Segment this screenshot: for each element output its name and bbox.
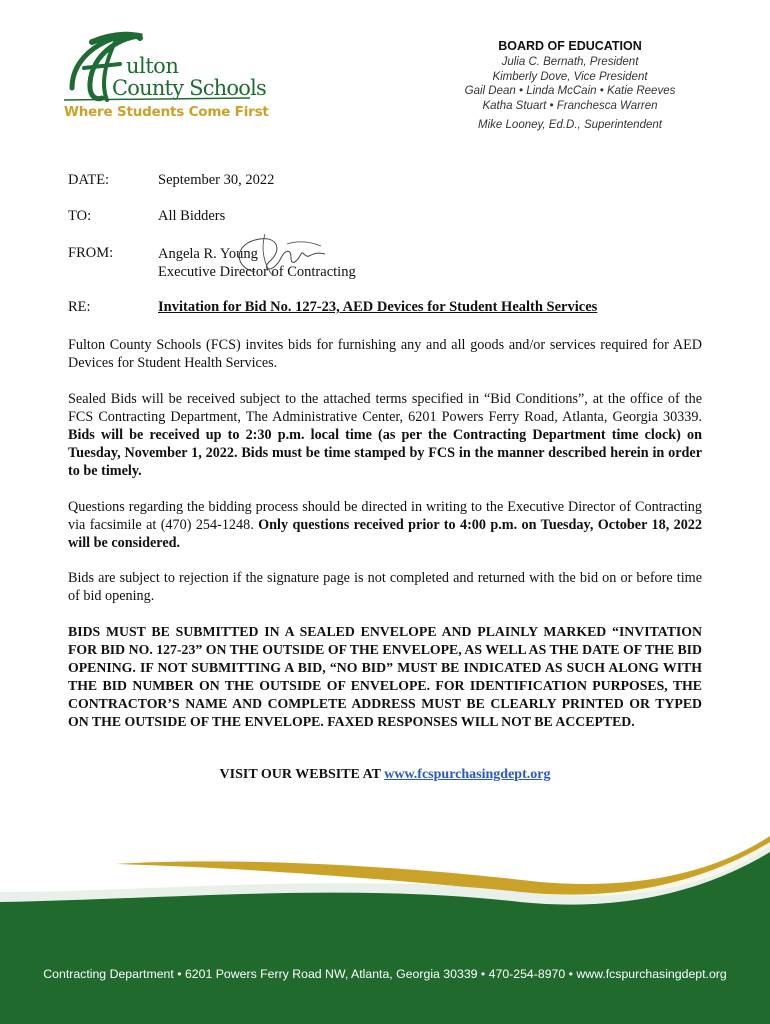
logo-tagline: Where Students Come First [64, 104, 269, 120]
board-member-line: Katha Stuart • Franchesca Warren [482, 99, 658, 112]
sealed-bids-text: Sealed Bids will be received subject to the attached terms specified in “Bid Conditions”, at the office of the FCS Contracting Department, The Administrative Center, 6201 Powers Ferry Road, Atlanta, Georgia 30339. [68, 391, 702, 425]
to-label: TO: [68, 208, 92, 224]
from-name: Angela R. Young [158, 246, 258, 262]
footer-wave-icon [0, 832, 770, 1024]
paragraph-rejection: Bids are subject to rejection if the signature page is not completed and returned with the bid on or before time of bid opening. [68, 570, 702, 604]
questions-text: Questions regarding the bidding process should be directed in writing to the Executive Director of Contracting via facsimile at (470) 254-1248. [68, 499, 702, 533]
logo-text-line1: ulton [126, 54, 179, 78]
paragraph-submission-instructions: BIDS MUST BE SUBMITTED IN A SEALED ENVELOPE AND PLAINLY MARKED “INVITATION FOR BID NO. 127-23” ON THE OUTSIDE OF THE ENVELOPE, AS WELL AS THE DATE OF THE BID OPENING. IF NOT SUBMITTING A BID, “NO BID” MUST BE INDICATED AS SUCH ALONG WITH THE BID NUMBER ON THE OUTSIDE OF ENVELOPE. FOR IDENTIFICATION PURPOSES, THE CONTRACTOR’S NAME AND COMPLETE ADDRESS MUST BE CLEARLY PRINTED OR TYPED ON THE OUTSIDE OF THE ENVELOPE. FAXED RESPONSES WILL NOT BE ACCEPTED. [68, 624, 702, 729]
date-value: September 30, 2022 [158, 172, 275, 188]
board-member-line: Julia C. Bernath, President [501, 56, 639, 68]
board-title: BOARD OF EDUCATION [498, 39, 642, 53]
sealed-bids-deadline: Bids will be received up to 2:30 p.m. local time (as per the Contracting Department time clock) on Tuesday, November 1, 2022. Bids must be time stamped by FCS in the manner described herein in order to be timely. [68, 427, 702, 479]
fulton-county-schools-logo [62, 28, 269, 128]
questions-deadline: Only questions received prior to 4:00 p.m. on Tuesday, October 18, 2022 will be considered. [68, 517, 702, 551]
superintendent-line: Mike Looney, Ed.D., Superintendent [478, 119, 662, 131]
handwritten-signature-icon [225, 228, 335, 282]
footer-contact-line: Contracting Department • 6201 Powers Ferry Road NW, Atlanta, Georgia 30339 • 470-254-8970 • www.fcspurchasingdept.org [43, 967, 727, 981]
visit-prefix: VISIT OUR WEBSITE AT [219, 767, 385, 782]
from-title: Executive Director of Contracting [158, 264, 356, 280]
re-label: RE: [68, 299, 91, 315]
paragraph-sealed-bids [68, 390, 702, 480]
re-subject: Invitation for Bid No. 127-23, AED Devices for Student Health Services [158, 299, 598, 315]
paragraph-questions [68, 498, 702, 552]
from-label: FROM: [68, 245, 114, 261]
visit-website-line [0, 767, 770, 783]
date-label: DATE: [68, 172, 110, 188]
board-of-education-block [450, 38, 690, 131]
paragraph-intro: Fulton County Schools (FCS) invites bids for furnishing any and all goods and/or services required for AED Devices for Student Health Services. [68, 337, 702, 371]
logo-text-line2: County Schools [112, 76, 266, 100]
board-member-line: Kimberly Dove, Vice President [492, 70, 648, 83]
board-member-line: Gail Dean • Linda McCain • Katie Reeves [464, 85, 676, 97]
website-link[interactable]: www.fcspurchasingdept.org [384, 767, 551, 782]
to-value: All Bidders [158, 208, 226, 224]
